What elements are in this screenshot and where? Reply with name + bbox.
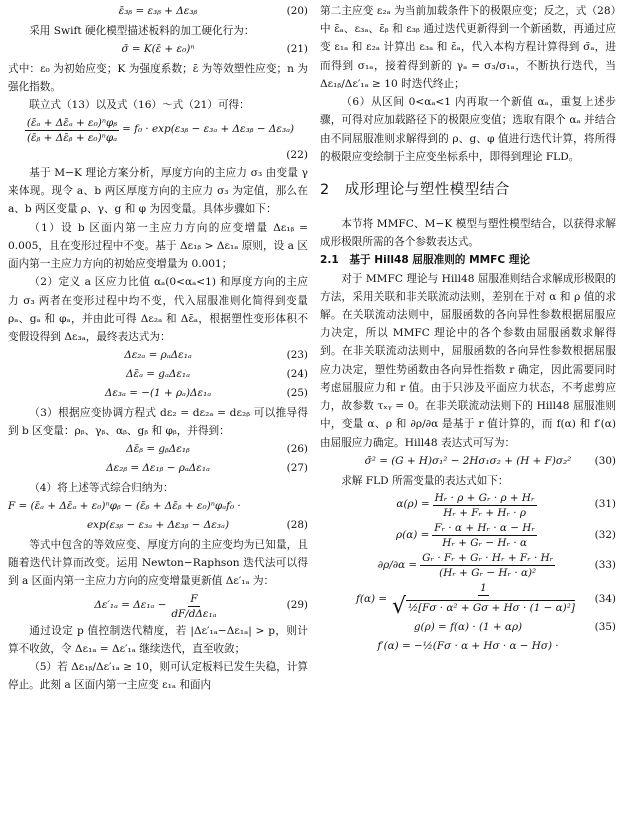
equation-number: (32) xyxy=(594,528,616,541)
equation-number: (23) xyxy=(286,349,308,362)
paragraph-step-3: （3）根据应变协调方程式 dε₂ = dε₂ₐ = dε₂ᵦ 可以推导得到 b 区变量：ρᵦ、γᵦ、αᵦ、gᵦ 和 φᵦ，并得到： xyxy=(8,406,308,438)
equation-24 xyxy=(8,366,308,384)
equation-21 xyxy=(8,41,308,59)
fraction xyxy=(25,116,119,145)
equation-body: exp(ε₃ᵦ − ε₃ₐ + Δε₃ᵦ − Δε₃ₐ) xyxy=(86,519,230,532)
fraction-denominator xyxy=(390,596,577,618)
equation-number: (28) xyxy=(286,519,308,532)
equation-28 xyxy=(8,517,308,535)
equation-31 xyxy=(320,491,616,520)
equation-body: Δε₃ₐ = −(1 + ρₐ)Δε₁ₐ xyxy=(104,386,212,399)
paragraph-fld-vars: 求解 FLD 所需变量的表达式如下： xyxy=(341,474,509,487)
equation-number: (25) xyxy=(286,386,308,399)
equation-body: Δε̄ᵦ = gᵦΔε₁ᵦ xyxy=(126,443,190,456)
equation-body: F = (ε̄ₐ + Δε̄ₐ + ε₀)ⁿφᵦ − (ε̄ᵦ + Δε̄ᵦ + ε₀)ⁿφₐf₀ · xyxy=(8,500,241,513)
equation-32 xyxy=(320,521,616,550)
fraction-denominator: (Hᵣ + Gᵣ − Hᵣ · α)² xyxy=(439,567,537,580)
fraction-numerator: Fᵣ · α + Hᵣ · α − Hᵣ xyxy=(432,521,537,536)
equation-lhs: ρ(α) = xyxy=(396,528,430,541)
fraction-numerator: (ε̄ₐ + Δε̄ₐ + ε₀)ⁿφᵦ xyxy=(25,116,119,131)
equation-lhs: ∂ρ/∂α = xyxy=(377,558,418,571)
equation-number: (35) xyxy=(594,621,616,634)
section-heading-2: 2 成形理论与塑性模型结合 xyxy=(320,181,510,198)
fraction xyxy=(420,551,555,580)
equation-number: (34) xyxy=(594,592,616,605)
paragraph-newton: 等式中包含的等效应变、厚度方向的主应变均为已知量，且随着迭代计算而改变。运用 Newton−Raphson 迭代法可以得到 a 区面内第一主应力方向的应变增量更新值 Δε′₁ₐ 为： xyxy=(8,539,308,588)
equation-number: (24) xyxy=(286,368,308,381)
fraction xyxy=(432,521,537,550)
equation-body: g(ρ) = f(α) · (1 + αρ) xyxy=(413,621,523,634)
equation-25 xyxy=(8,385,308,403)
equation-number: (31) xyxy=(594,498,616,511)
fraction xyxy=(390,581,577,618)
right-column xyxy=(320,2,616,657)
paragraph-step-5: （5）若 Δε₁ᵦ/Δε′₁ₐ ≥ 10，则可认定板料已发生失稳，计算停止。此刻 a 区面内第一主应变 ε₁ₐ 和面内 xyxy=(8,661,308,692)
fraction-numerator: F xyxy=(188,592,199,607)
paragraph-step-2: （2）定义 a 区应力比值 αₐ(0<αₐ<1) 和厚度方向的主应力 σ₃ 两者在变形过程中均不变，代入屈服准则化简得到变量 ρₐ、gₐ 和 φₐ，并由此可得 Δε₂ₐ 和 Δε̄ₐ，根据塑性变形体积不变假设得到 Δε₃ₐ，最终表达式为： xyxy=(8,276,308,343)
equation-body: f′(α) = −½(Fσ · α + Hσ · α − Hσ) · xyxy=(377,640,559,653)
equation-number: (20) xyxy=(286,5,308,17)
equation-33 xyxy=(320,551,616,580)
paragraph-where: 式中：ε₀ 为初始应变；K 为强度系数；ε̄ 为等效塑性应变；n 为强化指数。 xyxy=(8,63,308,94)
equation-number: (33) xyxy=(594,558,616,571)
equation-number: (26) xyxy=(286,443,308,456)
equation-29 xyxy=(8,592,308,621)
equation-28-line-1 xyxy=(8,498,308,516)
equation-26 xyxy=(8,441,308,459)
paragraph-step-6: （6）从区间 0<αₐ<1 内再取一个新值 αₐ，重复上述步骤，可得对应加载路径下的极限应变值；选取有限个 αₐ 并结合由不同屈服准则求解得到的 ρ、g、φ 值进行迭代计算，将所得的极限应变绘制于主应变坐标系中，即得到理论 FLD。 xyxy=(320,96,616,163)
paragraph-step-1: （1）设 b 区面内第一主应力方向的应变增量 Δε₁ᵦ = 0.005，且在变形过程中不变。基于 Δε₁ᵦ > Δε₁ₐ 原则，设 a 区面内第一主应力方向的初始应变增量为 0.001； xyxy=(8,221,308,271)
equation-body: ε̄₃ᵦ = ε₃ᵦ + Δε₃ᵦ xyxy=(118,5,198,17)
paragraph-step-4: （4）将上述等式综合归纳为： xyxy=(29,482,174,495)
equation-34 xyxy=(320,581,616,618)
equation-36-partial xyxy=(320,638,616,656)
left-column xyxy=(8,2,308,695)
fraction-denominator: (ε̄ᵦ + Δε̄ᵦ + ε₀)ⁿφₐ xyxy=(26,131,118,144)
fraction-numerator: 1 xyxy=(478,581,489,596)
fraction-denominator: Hᵣ + Gᵣ − Hᵣ · α xyxy=(442,537,528,549)
equation-number: (22) xyxy=(286,148,308,161)
fraction xyxy=(169,592,218,621)
equation-rhs: = f₀ · exp(ε₃ᵦ − ε₃ₐ + Δε₃ᵦ − Δε₃ₐ) xyxy=(122,123,295,136)
fraction-numerator: Hᵣ · ρ + Gᵣ · ρ + Hᵣ xyxy=(433,491,537,506)
equation-number: (30) xyxy=(594,454,616,467)
paragraph-2-1: 对于 MMFC 理论与 Hill48 屈服准则结合求解成形极限的方法，采用关联和非关联流动法则，差别在于对 α 和 ρ 值的求解。在关联流动法则中，屈服函数的各向异性参数根据屈服应力决定，所以 MMFC 理论中的各个参数由屈服函数求解得到。在非关联流动法则中，屈服函数的各向异性参数根据屈服应力决定，塑性势函数由各向异性指数 r 确定，因此需要同时考虑屈服应力和 r 值。由于只涉及平面应力状态，不考虑剪应力，故参数 τₓᵧ = 0。在非关联流动法则下的 Hill48 屈服准则中，变量 α、ρ 和 ∂ρ/∂α 是基于 r 值计算的，而 f(α) 和 f′(α) 由屈服应力确定。Hill48 表达式可写为： xyxy=(320,272,616,449)
equation-22 xyxy=(8,116,308,145)
equation-20 xyxy=(8,3,308,21)
equation-body: σ̄² = (G + H)σ₁² − 2Hσ₁σ₂ + (H + F)σ₂² xyxy=(364,454,572,467)
sqrt-icon: √ xyxy=(392,594,407,620)
equation-body: Δε₂ₐ = ρₐΔε₁ₐ xyxy=(124,349,192,362)
fraction-denominator: dF/dΔε₁ₐ xyxy=(171,607,217,620)
subsection-heading-2-1: 2.1 基于 Hill48 屈服准则的 MMFC 理论 xyxy=(320,254,531,267)
equation-27 xyxy=(8,460,308,478)
paragraph-combine: 联立式（13）以及式（16）～式（21）可得： xyxy=(29,99,250,112)
paragraph-swift: 采用 Swift 硬化模型描述板料的加工硬化行为： xyxy=(29,24,255,37)
equation-lhs: Δε′₁ₐ = Δε₁ₐ − xyxy=(94,599,167,612)
equation-body: Δε̄ₐ = gₐΔε₁ₐ xyxy=(126,368,190,381)
equation-body: Δε₂ᵦ = Δε₁ᵦ − ρₐΔε₁ₐ xyxy=(106,462,210,475)
equation-number: (29) xyxy=(286,599,308,612)
equation-number: (21) xyxy=(286,43,308,56)
equation-35 xyxy=(320,619,616,637)
equation-body: σ̄ = K(ε̄ + ε₀)ⁿ xyxy=(121,43,195,56)
fraction xyxy=(433,491,537,520)
sqrt-body: ½[Fσ · α² + Gσ + Hσ · (1 − α)²] xyxy=(408,601,575,614)
paragraph-continued: 第二主应变 ε₂ₐ 为当前加载条件下的极限应变；反之，式（28）中 ε̄ₐ、ε₃ₐ、ε̄ᵦ 和 ε₃ᵦ 通过迭代更新得到一个新函数，再通过应变 ε₁ₐ 和 ε₂ₐ 计算出 ε₃ₐ 和 ε̄ₐ，代入本构方程计算得到 σ̄ₐ，进而得到 σ₁ₐ，接着得到新的 γₐ = σ₃/σ₁ₐ，不断执行迭代，当 Δε₁ᵦ/Δε′₁ₐ ≥ 10 时迭代终止； xyxy=(320,5,616,90)
equation-lhs: α(ρ) = xyxy=(396,498,430,511)
fraction-numerator: Gᵣ · Fᵣ + Gᵣ · Hᵣ + Fᵣ · Hᵣ xyxy=(420,551,555,566)
equation-number: (27) xyxy=(286,462,308,475)
equation-lhs: f(α) = xyxy=(356,592,388,605)
fraction-denominator: Hᵣ + Fᵣ + Hᵣ · ρ xyxy=(443,506,527,519)
equation-30 xyxy=(320,453,616,471)
paragraph-section-2: 本节将 MMFC、M−K 模型与塑性模型结合，以获得求解成形极限所需的各个参数表达式。 xyxy=(320,217,616,249)
paragraph-precision: 通过设定 p 值控制迭代精度，若 |Δε′₁ₐ−Δε₁ₐ| > p，则计算不收敛，令 Δε₁ₐ = Δε′₁ₐ 继续迭代，直至收敛； xyxy=(8,624,308,656)
equation-23 xyxy=(8,347,308,365)
paragraph-mk: 基于 M−K 理论方案分析，厚度方向的主应力 σ₃ 由变量 γ 来体现。现令 a、b 两区厚度方向的主应力 σ₃ 为定值，那么在 a、b 两区变量 ρ、γ、g 和 φ 为因变量。具体步骤如下： xyxy=(8,166,308,216)
